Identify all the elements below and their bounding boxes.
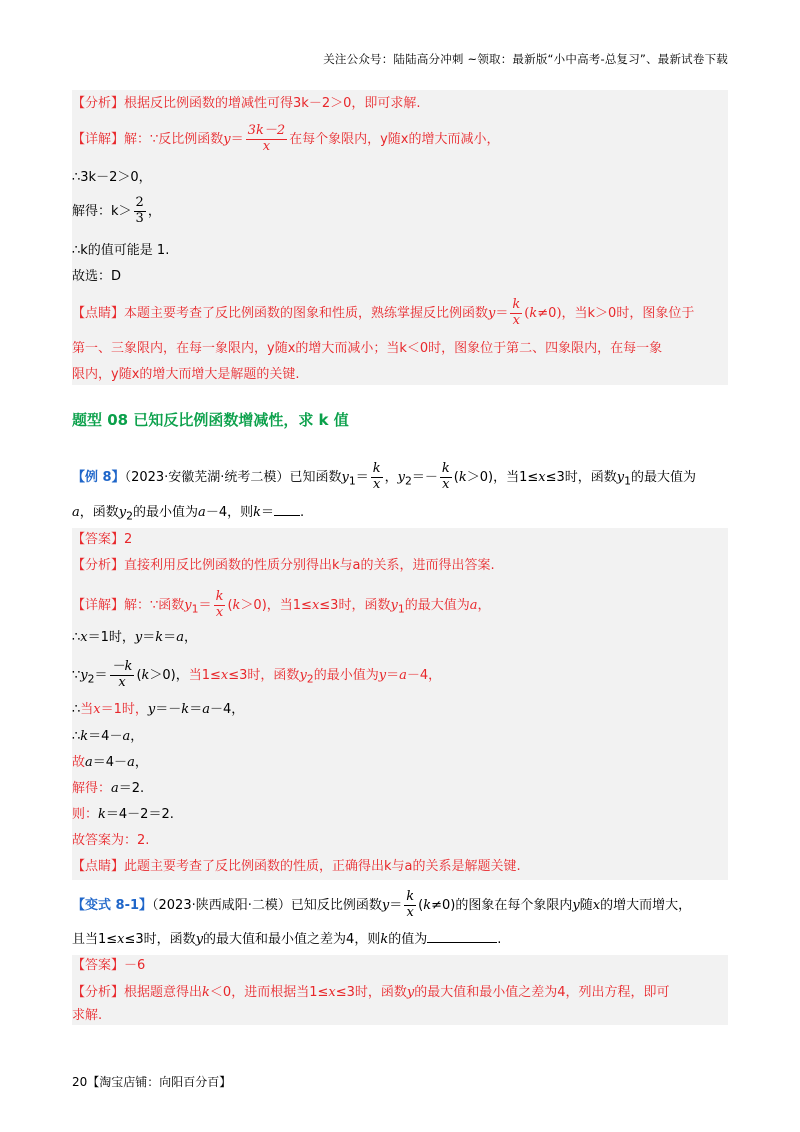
point-line-1: 【点睛】本题主要考查了反比例函数的图象和性质，熟练掌握反比例函数y＝ $\frac{k}{x}$ (k≠0)，当k＞0时，图象位于 [72,297,695,328]
shop-label: 【淘宝店铺：向阳百分百】 [87,1075,232,1089]
detail-pre: 解：∵反比例函数 [124,131,224,147]
step-line: ∴3k－2＞0， [72,170,152,185]
fraction-3k-2-over-x: $\frac{3k-2}{x}$ [247,123,286,154]
example-source: （2023·安徽芜湖·统考二模） [124,469,290,485]
example8-line-2: a，函数$y_2$的最小值为a－4，则k＝ . [72,505,305,523]
point-line-3: 限内，y随x的增大而增大是解题的关键. [72,367,300,382]
step-s1: ∴x＝1时，y＝k＝a， [72,630,197,645]
point-line-ex8: 【点睛】此题主要考查了反比例函数的性质，正确得出k与a的关系是解题关键. [72,859,521,874]
variant-line-2: 且当1≤x≤3时，函数y的最大值和最小值之差为4，则k的值为 . [72,932,502,947]
detail-line: 【详解】解：∵反比例函数y＝ $\frac{3k-2}{x}$ 在每个象限内，y随x的增大而减小， [72,123,500,154]
page-number: 20 [72,1075,88,1089]
analysis-line-ex8: 【分析】直接利用反比例函数的性质分别得出k与a的关系，进而得出答案. [72,558,495,573]
variant-answer-blank[interactable] [427,942,497,943]
variant-analysis-line-2: 求解. [72,1008,103,1023]
step-line-value: ∴k的值可能是 1. [72,243,170,258]
analysis-tag: 【分析】 [72,96,125,111]
fraction-2-over-3: $\frac{2}{3}$ [135,195,144,226]
step-s4: ∴k＝4－a， [72,729,144,744]
step-s7: 则：k＝4－2＝2. [72,807,174,822]
variant-line-1: 【变式 8-1】（2023·陕西咸阳·二模）已知反比例函数y＝ $\frac{k}{x}$ (k≠0)的图象在每个象限内y随x的增大而增大， [72,889,692,920]
choice-line: 故选：D [72,269,122,284]
example8-line-1: 【例 8】（2023·安徽芜湖·统考二模）已知函数$y_1=$ $\frac{k}{x}$ ，$y_2=-$ $\frac{k}{x}$ (k＞0)，当1≤x≤3时，函数$y_1$的最大值为 [72,461,697,492]
detail-tag: 【详解】 [72,131,125,147]
example-tag: 【例 8】 [72,469,125,485]
analysis-line [72,96,421,112]
step-line-k: 解得：k＞ $\frac{2}{3}$ ， [72,195,161,226]
section-title: 题型 08 已知反比例函数增减性，求 k 值 [72,411,349,429]
variant-tag: 【变式 8-1】 [72,897,153,913]
point-line-2: 第一、三象限内，在每一象限内，y随x的增大而减小；当k＜0时，图象位于第二、四象限内，在每一象 [72,341,663,356]
point-tag: 【点睛】 [72,305,125,321]
step-s5: 故a＝4－a， [72,755,148,770]
analysis-text: 根据反比例函数的增减性可得3k－2＞0，即可求解. [124,96,421,111]
detail-line-ex8: 【详解】解：∵函数$y_1=$ $\frac{k}{x}$ (k＞0)，当1≤x≤3时，函数$y_1$的最大值为a， [72,589,491,620]
variant-analysis-line-1: 【分析】根据题意得出k＜0，进而根据当1≤x≤3时，函数y的最大值和最小值之差为4，列出方程，即可 [72,985,670,1000]
step-s6: 解得：a＝2. [72,781,145,796]
page-footer [72,1073,231,1090]
step-s2: $\because y_2=$ $\frac{-k}{x}$ (k＞0)，当1≤x≤3时，函数$y_2$的最小值为y＝a－4， [72,659,442,690]
variant-source: （2023·陕西咸阳·二模） [152,897,291,913]
page-header: 关注公众号：陆陆高分冲刺 ~领取：最新版“小中高考-总复习”、最新试卷下载 [323,52,728,66]
step-s3: ∴当x＝1时，y＝－k＝a－4， [72,702,245,717]
answer-blank[interactable] [274,515,300,516]
answer-line: 【答案】2 [72,532,133,547]
var-y: y [223,131,231,147]
variant-answer-line: 【答案】－6 [72,958,146,973]
detail-post: 在每个象限内，y随x的增大而减小， [289,131,500,147]
step-s8: 故答案为：2. [72,833,150,848]
